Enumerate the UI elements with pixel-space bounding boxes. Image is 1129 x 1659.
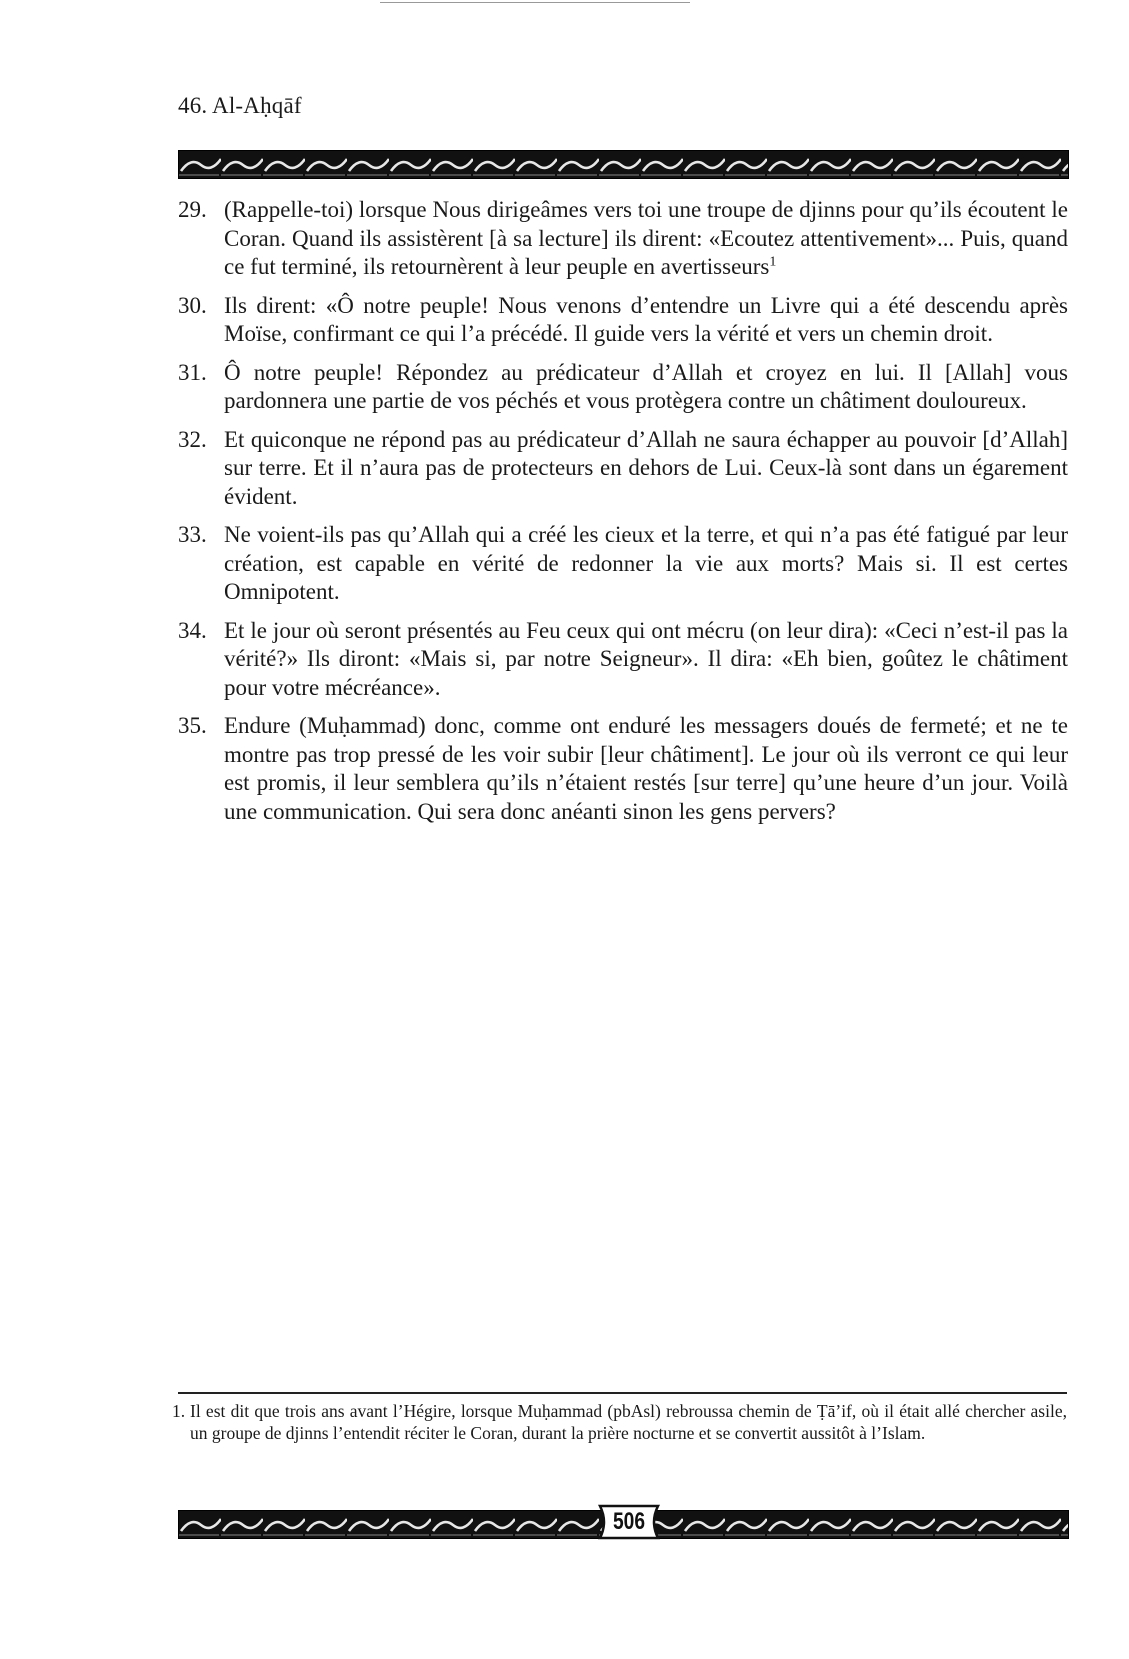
page-number-cartouche (590, 1502, 668, 1542)
verse-text: Et quiconque ne répond pas au prédicateur d’Allah ne saura échapper au pouvoir [d’Allah] sur terre. Et il n’aura pas de protecteurs en dehors de Lui. Ceux-là sont dans un égarement évident. (224, 426, 1068, 509)
verse-text: Ils dirent: «Ô notre peuple! Nous venons d’entendre un Livre qui a été descendu après Moïse, confirmant ce qui l’a précédé. Il guide vers la vérité et vers un chemin droit. (224, 292, 1068, 346)
top-rule (380, 2, 690, 3)
verse-text: Ô notre peuple! Répondez au prédicateur d’Allah et croyez en lui. Il [Allah] vous pardonnera une partie de vos péchés et vous protègera contre un châtiment douloureux. (224, 359, 1068, 413)
footnote-ref: 1 (769, 254, 777, 270)
verse-text: (Rappelle-toi) lorsque Nous dirigeâmes vers toi une troupe de djinns pour qu’ils écoutent le Coran. Quand ils assistèrent [à sa lecture] ils dirent: «Ecoutez attentivement»... Puis, quand ce fut terminé, ils retournèrent à leur peuple en avertisseurs$^1$ (224, 197, 1068, 279)
verse-list (178, 196, 1068, 836)
footnote-divider (178, 1392, 1067, 1394)
verse-29 (178, 196, 1068, 282)
footnote-text: Il est dit que trois ans avant l’Hégire, lorsque Muḥammad (pbAsl) rebroussa chemin de Ṭā’if, où il était allé chercher asile, un groupe de djinns l’entendit réciter le Coran, durant la prière nocturne et se convertit aussitôt à l’Islam. (190, 1401, 1067, 1443)
verse-35 (178, 712, 1068, 826)
verse-32 (178, 426, 1068, 512)
verse-number: 33. (178, 522, 207, 547)
footnote-number: 1. (172, 1401, 186, 1421)
verse-text: Et le jour où seront présentés au Feu ceux qui ont mécru (on leur dira): «Ceci n’est-il pas la vérité?» Ils diront: «Mais si, par notre Seigneur». Il dira: «Eh bien, goûtez le châtiment pour votre mécréance». (224, 617, 1068, 700)
verse-text: Ne voient-ils pas qu’Allah qui a créé les cieux et la terre, et qui n’a pas été fatigué par leur création, est capable en vérité de redonner la vie aux morts? Mais si. Il est certes Omnipotent. (224, 522, 1068, 604)
verse-33 (178, 521, 1068, 607)
page-number: 506 (612, 1508, 646, 1535)
verse-number: 34. (178, 617, 207, 643)
verse-30 (178, 292, 1068, 349)
verse-number: 30. (178, 292, 207, 318)
verse-text: Endure (Muḥammad) donc, comme ont enduré les messagers doués de fermeté; et ne te montre pas trop pressé de les voir subir [leur châtiment]. Le jour où ils verront ce qui leur est promis, il leur semblera qu’ils n’étaient restés [sur terre] qu’une heure d’un jour. Voilà une communication. Qui sera donc anéanti sinon les gens pervers? (224, 713, 1068, 824)
ornamental-band-top (178, 150, 1069, 179)
verse-31 (178, 359, 1068, 416)
verse-number: 29. (178, 197, 207, 222)
surah-title: 46. Al-Aḥqāf (178, 93, 302, 118)
footnote (172, 1400, 1067, 1444)
verse-number: 32. (178, 426, 207, 452)
verse-34 (178, 617, 1068, 703)
verse-number: 31. (178, 359, 207, 385)
verse-number: 35. (178, 713, 207, 738)
